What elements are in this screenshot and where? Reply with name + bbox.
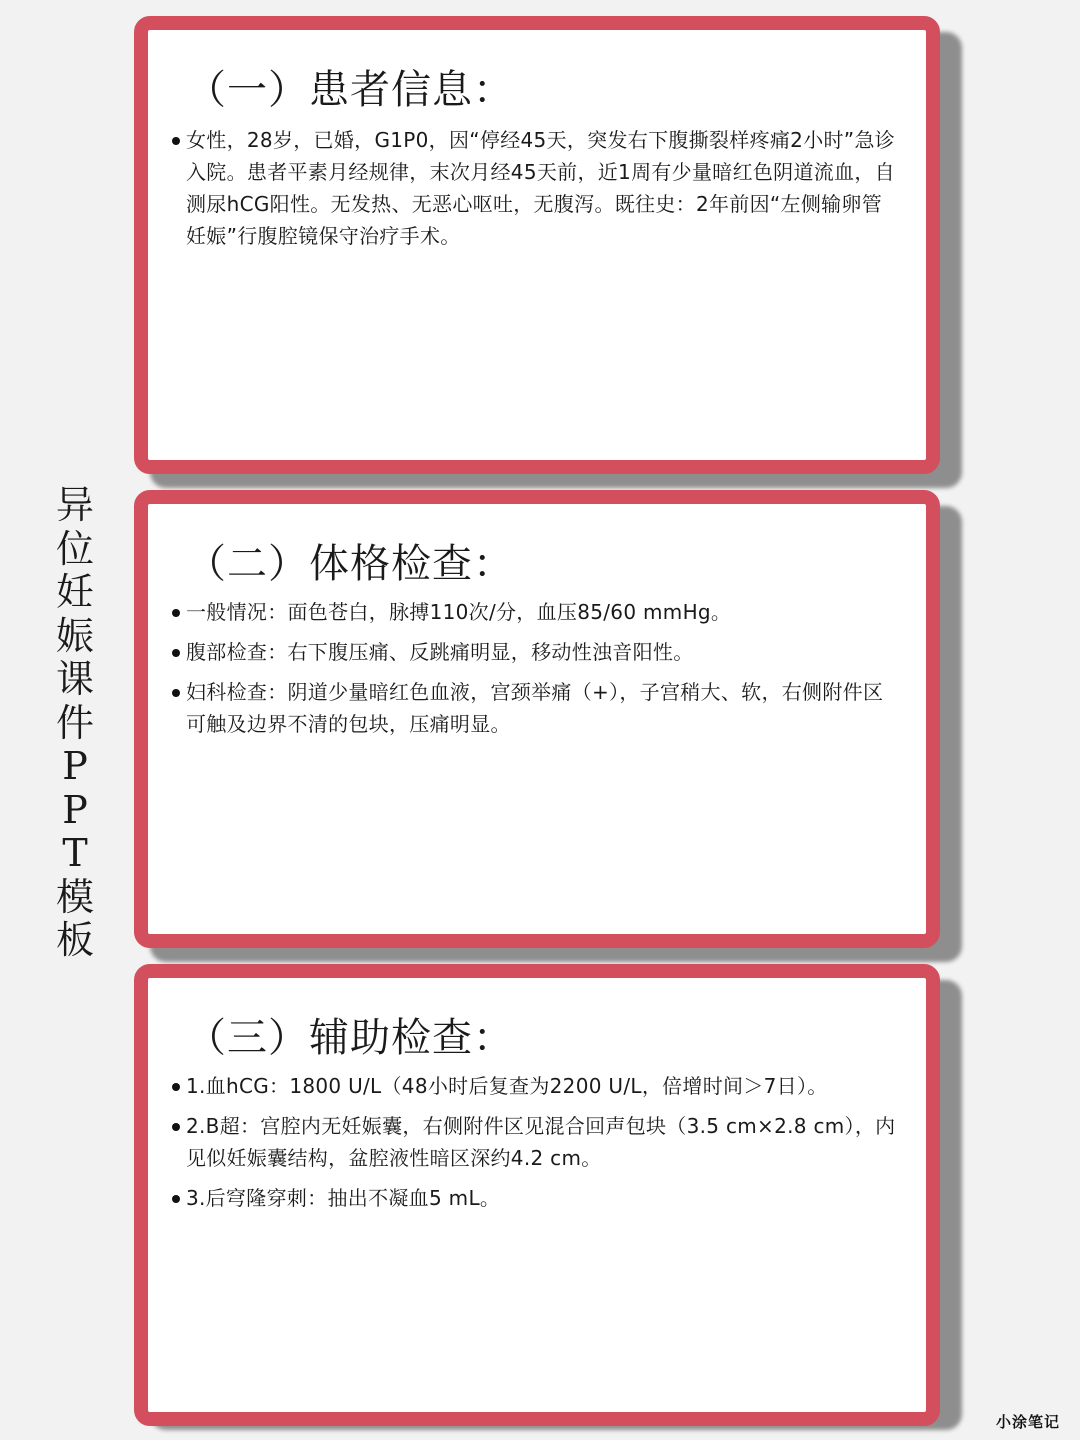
side-title-char: 课: [55, 657, 94, 701]
watermark: 小涂笔记: [995, 1413, 1060, 1431]
side-title-char: 异: [55, 483, 94, 527]
patient-info-card: [134, 16, 940, 474]
list-item: 腹部检查：右下腹压痛、反跳痛明显，移动性浊音阳性。: [172, 636, 898, 668]
physical-exam-card: [134, 490, 940, 948]
side-title-char: 件: [55, 700, 94, 745]
side-title-char: T: [62, 831, 88, 875]
auxiliary-exam-card: [134, 964, 940, 1426]
side-title-char: 模: [55, 874, 94, 919]
patient-info-list: [172, 124, 898, 260]
patient-info-title: （一）患者信息：: [186, 67, 514, 113]
auxiliary-exam-title: （三）辅助检查：: [186, 1015, 514, 1061]
physical-exam-list: [172, 596, 898, 748]
list-item: 1.血hCG：1800 U/L（48小时后复查为2200 U/L，倍增时间＞7日）。: [172, 1070, 898, 1102]
side-title-char: 位: [55, 526, 94, 571]
side-title-char: 板: [55, 918, 94, 962]
side-title-char: 娠: [55, 613, 94, 658]
side-title-char: P: [62, 744, 88, 788]
list-item: 女性，28岁，已婚，G1P0，因“停经45天，突发右下腹撕裂样疼痛2小时”急诊入院。患者平素月经规律，末次月经45天前，近1周有少量暗红色阴道流血，自测尿hCG阳性。无发热、无恶心呕吐，无腹泻。既往史：2年前因“左侧输卵管妊娠”行腹腔镜保守治疗手术。: [172, 124, 898, 252]
side-title-char: 妊: [55, 570, 94, 614]
list-item: 3.后穹隆穿刺：抽出不凝血5 mL。: [172, 1182, 898, 1214]
list-item: 妇科检查：阴道少量暗红色血液，宫颈举痛（+），子宫稍大、软，右侧附件区可触及边界不清的包块，压痛明显。: [172, 676, 898, 740]
auxiliary-exam-list: [172, 1070, 898, 1222]
list-item: 2.B超：宫腔内无妊娠囊，右侧附件区见混合回声包块（3.5 cm×2.8 cm），内见似妊娠囊结构，盆腔液性暗区深约4.2 cm。: [172, 1110, 898, 1174]
physical-exam-title: （二）体格检查：: [186, 541, 514, 587]
side-title-char: P: [62, 787, 88, 832]
side-title: [50, 484, 100, 963]
list-item: 一般情况：面色苍白，脉搏110次/分，血压85/60 mmHg。: [172, 596, 898, 628]
